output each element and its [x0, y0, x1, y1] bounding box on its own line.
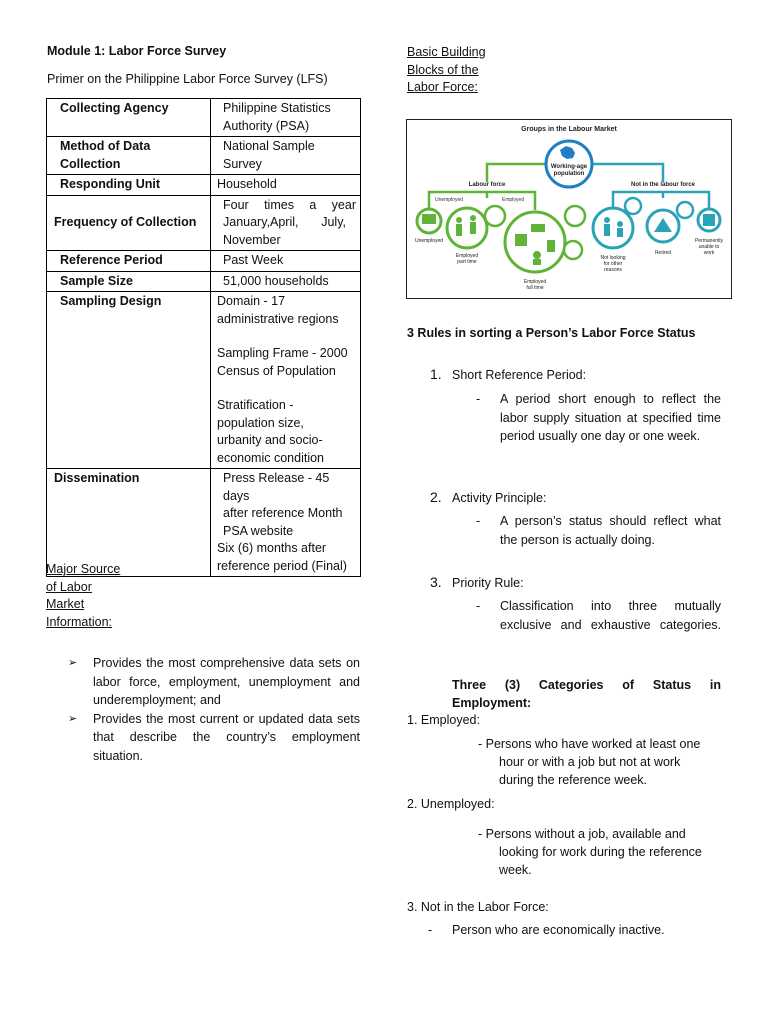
value-line: National Sample: [223, 139, 315, 153]
diagram-title: Groups in the Labour Market: [521, 126, 617, 133]
rule-title: Priority Rule:: [452, 576, 524, 590]
row-label: Dissemination: [47, 469, 211, 577]
rule-item: [430, 366, 586, 382]
heading-line: Information:: [46, 614, 113, 629]
row-value: [211, 469, 361, 577]
full-time-label: Employed: [523, 279, 547, 285]
not-looking-label: Not looking: [600, 255, 626, 261]
labour-market-diagram: [406, 119, 732, 299]
center-label: Working-age: [550, 164, 588, 170]
no-work-icon: [703, 214, 715, 226]
full-time-label: full time: [526, 285, 544, 291]
table-row: [47, 292, 361, 469]
rule-number: 1.: [430, 366, 442, 382]
value-line: 51,000 households: [223, 273, 329, 288]
row-label: Method of Data Collection: [47, 137, 211, 175]
value-line: January,April, July,: [223, 215, 346, 229]
value-line: Authority (PSA): [223, 118, 310, 133]
categories-heading: Three (3) Categories of Status in Employment:: [452, 678, 721, 710]
row-value: [211, 195, 361, 251]
value-line: Philippine Statistics: [223, 101, 331, 115]
part-time-label: part time: [457, 259, 477, 265]
major-source-heading: [46, 561, 120, 631]
row-value: [211, 137, 361, 175]
major-source-list: [68, 654, 360, 765]
row-label: Frequency of Collection: [47, 195, 211, 251]
job-ad-icon: [422, 214, 436, 224]
not-looking-label: reasons: [604, 267, 622, 273]
rule-number: 3.: [430, 574, 442, 590]
row-value: [211, 271, 361, 292]
value-line: administrative regions: [217, 311, 339, 326]
unable-label: Permanently: [694, 238, 724, 244]
rule-title: Activity Principle:: [452, 491, 547, 505]
unable-label: work: [703, 250, 715, 256]
arrow-bullet-icon: ➢: [68, 657, 78, 669]
unemployed-label: Unemployed: [414, 238, 444, 244]
table-row: [47, 251, 361, 272]
rule-desc-text: A period short enough to reflect the labor supply situation at specified time period usually one day or one week.: [500, 392, 721, 443]
desc-line: week.: [499, 863, 532, 877]
building-blocks-heading: [407, 44, 486, 97]
desc-line: looking for work during the reference: [499, 845, 702, 859]
value-line: Census of Population: [217, 363, 336, 378]
value-line: Sampling Frame - 2000: [217, 346, 348, 360]
heading-line: Major Source: [46, 562, 121, 576]
table-row: [47, 195, 361, 251]
unemployed-tag: Unemployed: [434, 197, 464, 203]
table-row: [47, 99, 361, 137]
retired-label: Retired: [654, 250, 672, 256]
value-line: reference period (Final): [217, 558, 347, 573]
part-time-circle: [447, 208, 487, 248]
value-line: Press Release - 45 days: [223, 471, 330, 503]
rule-description: - A person’s status should reflect what the person is actually doing.: [476, 512, 721, 549]
list-item: [68, 710, 360, 766]
heading-line: Basic Building: [407, 45, 486, 59]
rule-desc-text: Classification into three mutually exclusive and exhaustive categories.: [500, 599, 721, 632]
category-title: 2. Unemployed:: [407, 797, 495, 811]
heading-line: Blocks of the: [407, 62, 479, 77]
lfs-primer-table: [46, 98, 361, 577]
desc-line: Person who are economically inactive.: [452, 923, 665, 937]
value-line: Household: [217, 177, 277, 191]
employed-tag: Employed: [501, 197, 525, 203]
table-row: [47, 271, 361, 292]
value-line: November: [223, 232, 281, 247]
desc-line: - Persons without a job, available and: [478, 827, 686, 841]
not-in-labour-force-label: Not in the labour force: [630, 182, 696, 188]
value-line: economic condition: [217, 450, 325, 465]
heading-line: Labor Force:: [407, 80, 478, 94]
row-label: Sample Size: [47, 271, 211, 292]
desc-line: during the reference week.: [499, 773, 648, 787]
heading-line: of Labor: [46, 579, 92, 594]
value-line: Stratification -: [217, 398, 294, 412]
row-label: Sampling Design: [47, 292, 211, 469]
rule-number: 2.: [430, 489, 442, 505]
rule-item: [430, 489, 546, 505]
row-value: [211, 175, 361, 196]
center-label: population: [553, 171, 585, 177]
row-label: Collecting Agency: [47, 99, 211, 137]
category-description: [478, 735, 718, 789]
value-line: urbanity and socio-: [217, 433, 323, 447]
module-subtitle: Primer on the Philippine Labor Force Survey (LFS): [47, 72, 328, 86]
value-line: Survey: [223, 156, 262, 171]
bullet-text: Provides the most comprehensive data sets on labor force, employment, unemployment and underemployment; and: [93, 656, 360, 707]
desc-line: - Persons who have worked at least one: [478, 737, 701, 751]
value-line: population size,: [217, 415, 304, 430]
value-line: Domain - 17: [217, 294, 286, 308]
unable-label: unable to: [698, 244, 720, 250]
rule-description: - Classification into three mutually exclusive and exhaustive categories.: [476, 597, 721, 634]
row-value: [211, 292, 361, 469]
connector-line: [591, 164, 663, 182]
labour-force-label: Labour force: [468, 182, 506, 188]
desc-line: hour or with a job but not at work: [499, 755, 681, 769]
category-description: - Person who are economically inactive.: [428, 923, 665, 937]
row-value: [211, 251, 361, 272]
value-line: Four times a year: [223, 197, 356, 212]
bullet-text: Provides the most current or updated data sets that describe the country’s employment situation.: [93, 711, 360, 763]
value-line: after reference Month: [223, 506, 343, 520]
table-row: [47, 175, 361, 196]
row-label: Reference Period: [47, 251, 211, 272]
row-label: Responding Unit: [47, 175, 211, 196]
connector-line: [487, 164, 547, 182]
module-title: Module 1: Labor Force Survey: [47, 44, 227, 58]
list-item: [68, 654, 360, 710]
rule-title: Short Reference Period:: [452, 368, 587, 382]
category-description: [478, 825, 718, 879]
row-value: [211, 99, 361, 137]
rules-heading: 3 Rules in sorting a Person’s Labor Force Status: [407, 326, 696, 340]
arrow-bullet-icon: ➢: [68, 712, 78, 725]
not-looking-circle: [593, 208, 633, 248]
rule-desc-text: A person’s status should reflect what the person is actually doing.: [500, 514, 721, 547]
rule-item: [430, 574, 524, 590]
category-title: 3. Not in the Labor Force:: [407, 900, 549, 914]
value-line: PSA website: [223, 523, 294, 538]
value-line: Six (6) months after: [217, 541, 327, 555]
heading-line: Market: [46, 597, 85, 611]
category-title: 1. Employed:: [407, 713, 480, 727]
not-looking-label: for other: [603, 261, 623, 267]
rule-description: - A period short enough to reflect the labor supply situation at specified time period usually one day or one week.: [476, 390, 721, 446]
part-time-label: Employed: [455, 253, 479, 259]
table-row: [47, 137, 361, 175]
value-line: Past Week: [223, 253, 284, 267]
